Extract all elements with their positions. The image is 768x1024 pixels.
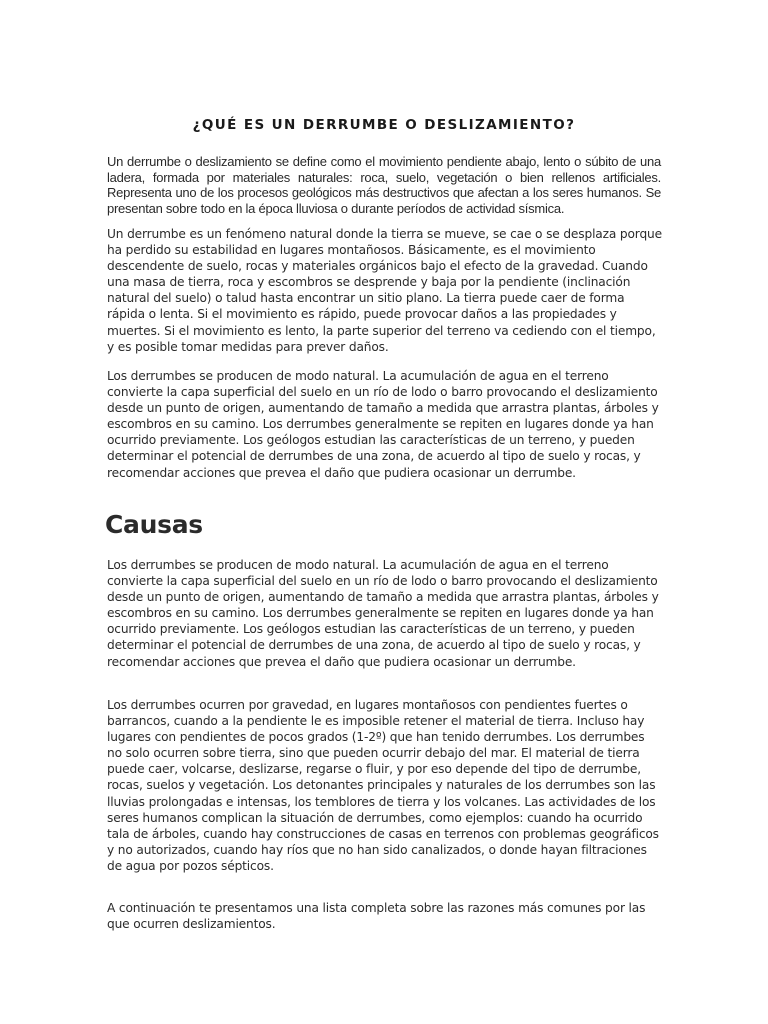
causas-paragraph-2: Los derrumbes ocurren por gravedad, en lugares montañosos con pendientes fuertes o barrancos, cuando a la pendiente le es imposible retener el material de tierra. Incluso hay lugares con pendientes de pocos grados (1-2º) que han tenido derrumbes. Los derrumbes no solo ocurren sobre tierra, sino que pueden ocurrir debajo del mar. El material de tierra puede caer, volcarse, deslizarse, regarse o fluir, y por eso depende del tipo de derrumbe, rocas, suelos y vegetación. Los detonantes principales y naturales de los derrumbes son las lluvias prolongadas e intensas, los temblores de tierra y los volcanes. Las actividades de los seres humanos complican la situación de derrumbes, como ejemplos: cuando ha ocurrido tala de árboles, cuando hay construcciones de casas en terrenos con problemas geográficos y no autorizados, cuando hay ríos que no han sido canalizados, o donde hayan filtraciones de agua por pozos sépticos. bbox=[107, 698, 659, 873]
causas-paragraph-1: Los derrumbes se producen de modo natural. La acumulación de agua en el terreno convierte la capa superficial del suelo en un río de lodo o barro provocando el deslizamiento desde un punto de origen, aumentando de tamaño a medida que arrastra plantas, árboles y escombros en su camino. Los derrumbes generalmente se repiten en lugares donde ya han ocurrido previamente. Los geólogos estudian las características de un terreno, y pueden determinar el potencial de derrumbes de una zona, de acuerdo al tipo de suelo y rocas, y recomendar acciones que prevea el daño que pudiera ocasionar un derrumbe. bbox=[107, 558, 659, 669]
document-title: ¿QUÉ ES UN DERRUMBE O DESLIZAMIENTO? bbox=[192, 117, 576, 134]
paragraph-1: Un derrumbe es un fenómeno natural donde la tierra se mueve, se cae o se desplaza porque ha perdido su estabilidad en lugares montañosos. Básicamente, es el movimiento descendente de suelo, rocas y materiales orgánicos bajo el efecto de la gravedad. Cuando una masa de tierra, roca y escombros se desprende y baja por la pendiente (inclinación natural del suelo) o talud hasta encontrar un sitio plano. La tierra puede caer de forma rápida o lenta. Si el movimiento es rápido, puede provocar daños a las propiedades y muertes. Si el movimiento es lento, la parte superior del terreno va cediendo con el tiempo, y es posible tomar medidas para prever daños. bbox=[107, 227, 662, 354]
causas-paragraph-3: A continuación te presentamos una lista completa sobre las razones más comunes por las que ocurren deslizamientos. bbox=[107, 901, 646, 932]
section-heading-causas: Causas bbox=[105, 510, 203, 539]
paragraph-2: Los derrumbes se producen de modo natural. La acumulación de agua en el terreno convierte la capa superficial del suelo en un río de lodo o barro provocando el deslizamiento desde un punto de origen, aumentando de tamaño a medida que arrastra plantas, árboles y escombros en su camino. Los derrumbes generalmente se repiten en lugares donde ya han ocurrido previamente. Los geólogos estudian las características de un terreno, y pueden determinar el potencial de derrumbes de una zona, de acuerdo al tipo de suelo y rocas, y recomendar acciones que prevea el daño que pudiera ocasionar un derrumbe. bbox=[107, 369, 659, 480]
intro-paragraph: Un derrumbe o deslizamiento se define como el movimiento pendiente abajo, lento o súbito de una ladera, formada por materiales naturales: roca, suelo, vegetación o bien rellenos artificiales. Representa uno de los procesos geológicos más destructivos que afectan a los seres humanos. Se presentan sobre todo en la época lluviosa o durante períodos de actividad sísmica. bbox=[107, 154, 661, 216]
